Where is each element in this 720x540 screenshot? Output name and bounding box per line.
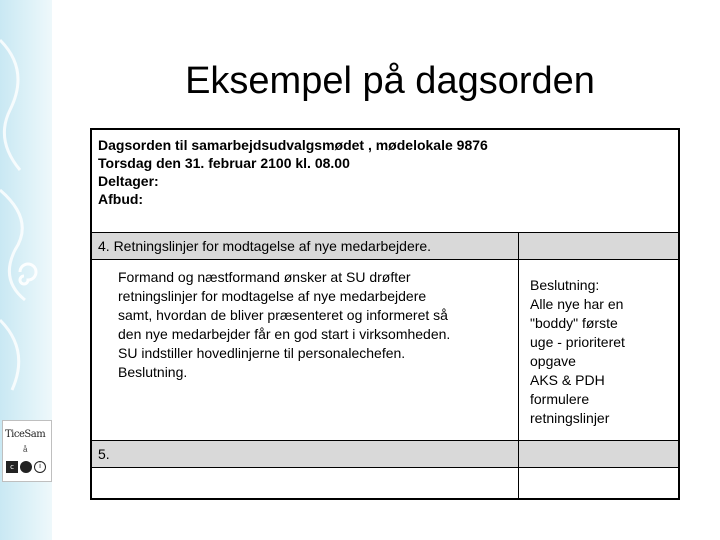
- agenda-item-4-heading-row: [92, 232, 678, 260]
- body-line: samt, hvordan de bliver præsenteret og informeret så: [118, 307, 448, 323]
- logo-marks: [6, 461, 46, 473]
- body-line: Formand og næstformand ønsker at SU drøfter: [118, 269, 411, 285]
- agenda-item-4-heading: 4. Retningslinjer for modtagelse af nye medarbejdere.: [98, 238, 432, 254]
- note-line: opgave: [530, 353, 576, 369]
- note-line: Alle nye har en: [530, 296, 624, 312]
- body-line: Beslutning.: [118, 364, 188, 380]
- body-line: SU indstiller hovedlinjerne til personalechefen.: [118, 345, 406, 361]
- logo-square-icon: c: [6, 461, 18, 473]
- logo-circle-icon: i: [34, 461, 46, 473]
- note-line: "boddy" første: [530, 315, 618, 331]
- agenda-item-4-decision: [530, 276, 670, 428]
- logo-sub-text: å: [23, 445, 28, 454]
- agenda-item-5-heading: 5.: [98, 446, 110, 462]
- note-line: retningslinjer: [530, 410, 610, 426]
- agenda-header: [98, 136, 668, 208]
- header-line-absent: Afbud:: [98, 191, 144, 207]
- agenda-box: [90, 128, 680, 500]
- header-line-meeting: Dagsorden til samarbejdsudvalgsmødet , mødelokale 9876: [98, 137, 488, 153]
- company-logo: [2, 420, 52, 482]
- page-title: Eksempel på dagsorden: [185, 60, 595, 102]
- note-line: formulere: [530, 391, 590, 407]
- column-divider: [518, 232, 519, 440]
- logo-dot-icon: [20, 461, 32, 473]
- header-line-date: Torsdag den 31. februar 2100 kl. 08.00: [98, 155, 350, 171]
- agenda-empty-row: [92, 468, 678, 498]
- body-line: retningslinjer for modtagelse af nye medarbejdere: [118, 288, 427, 304]
- logo-brand-text: TiceSam: [5, 429, 46, 440]
- header-line-participants: Deltager:: [98, 173, 159, 189]
- note-line: AKS & PDH: [530, 372, 605, 388]
- note-line: uge - prioriteret: [530, 334, 625, 350]
- agenda-item-5-heading-row: [92, 440, 678, 468]
- agenda-item-4-body: [118, 268, 513, 382]
- note-line: Beslutning:: [530, 277, 600, 293]
- body-line: den nye medarbejder får en god start i virksomheden.: [118, 326, 451, 342]
